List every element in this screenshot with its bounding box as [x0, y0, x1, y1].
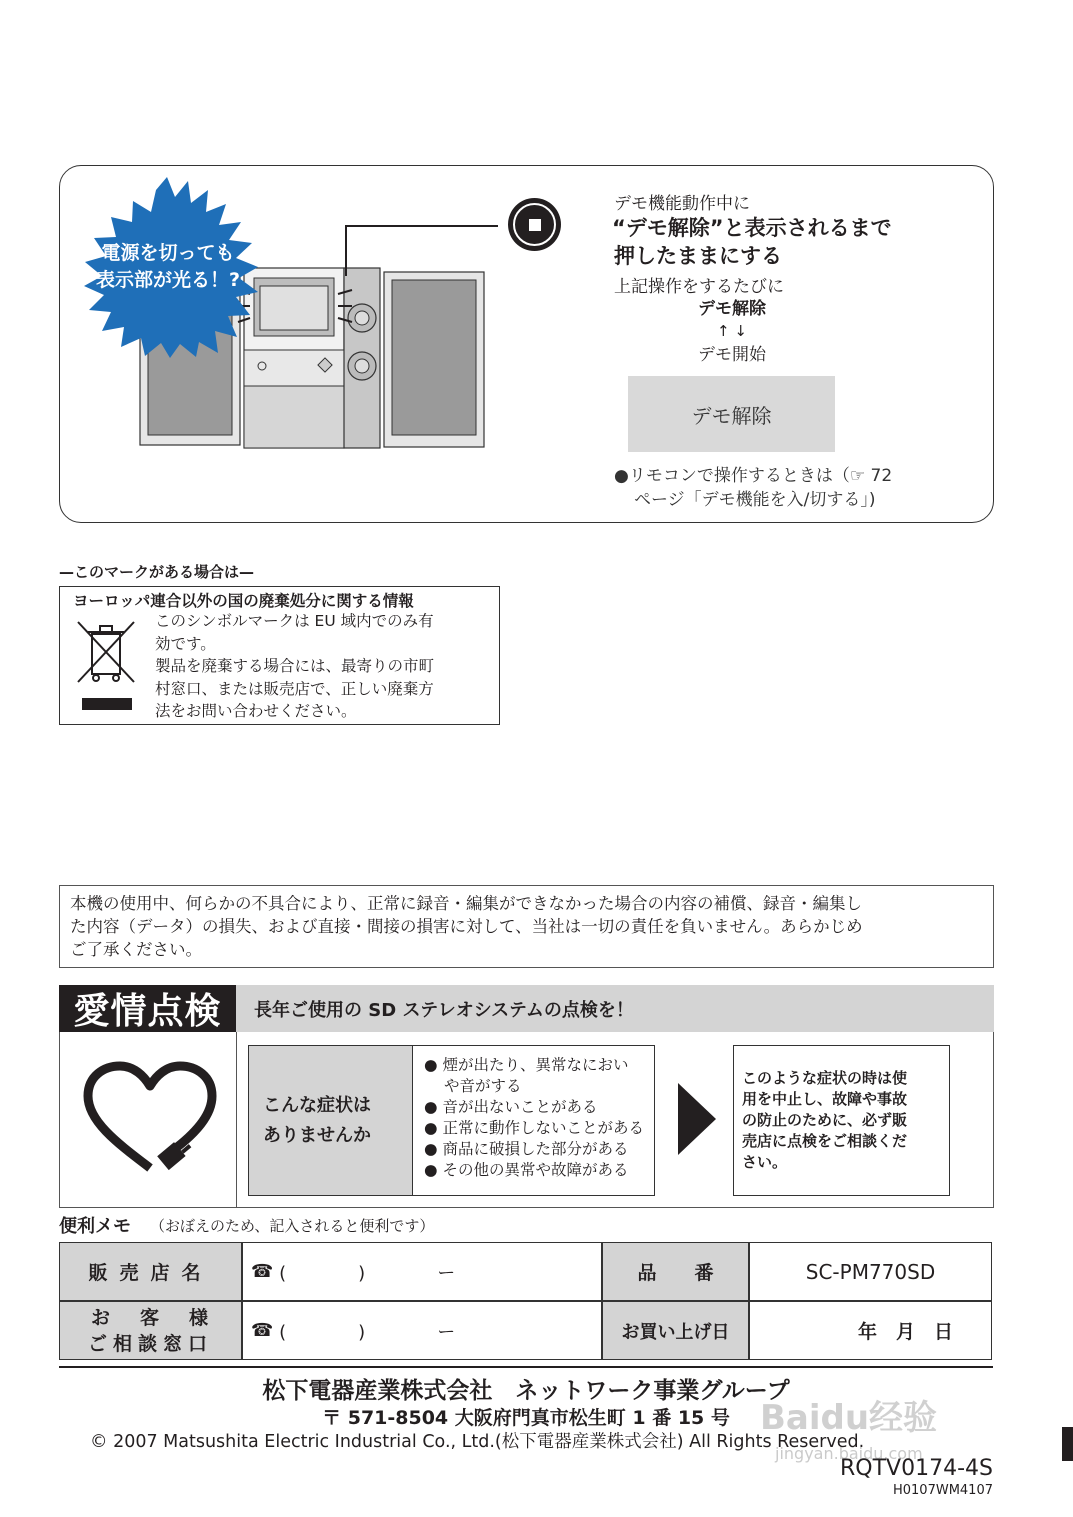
- heart-plug-icon: [80, 1060, 220, 1180]
- remote-note: [614, 464, 892, 488]
- advice-line: このような症状の時は使: [742, 1069, 908, 1087]
- contact-phone[interactable]: [242, 1301, 602, 1360]
- symptom-list: [424, 1055, 644, 1181]
- advice-line: 売店に点検をご相談くだ: [742, 1132, 908, 1150]
- disclaimer-line3: ご了承ください。: [70, 940, 202, 959]
- shop-phone[interactable]: [242, 1242, 602, 1301]
- weee-title: ヨーロッパ連合以外の国の廃棄処分に関する情報: [73, 592, 414, 610]
- instruction-big-1: “デモ解除”と表示されるまで: [612, 216, 892, 240]
- shop-phone-template: ( ) ー: [279, 1262, 456, 1284]
- company-address: 〒 571-8504 大阪府門真市松生町 1 番 15 号: [322, 1407, 730, 1429]
- contact-label-line1: お客様: [90, 1306, 238, 1329]
- symptom-question: [248, 1045, 413, 1196]
- weee-line3: 製品を廃棄する場合には、最寄りの市町: [155, 657, 435, 675]
- symptom-item: ● 正常に動作しないことがある: [424, 1119, 644, 1137]
- shop-label: 販売店名: [59, 1242, 242, 1301]
- symptom-text: 正常に動作しないことがある: [442, 1119, 644, 1137]
- symptom-text: や音がする: [444, 1077, 522, 1095]
- doc-code: RQTV0174-4S: [840, 1456, 993, 1481]
- company-name: 松下電器産業株式会社 ネットワーク事業グループ: [262, 1378, 790, 1404]
- demo-display: デモ解除: [628, 376, 835, 452]
- starburst-text: [88, 240, 248, 294]
- weee-line1: このシンボルマークは EU 域内でのみ有: [155, 612, 434, 630]
- symptom-item: ● 煙が出たり、異常なにおい: [424, 1056, 629, 1074]
- inspection-banner: 長年ご使用の SD ステレオシステムの点検を！: [236, 985, 994, 1032]
- instruction-big-2: 押したままにする: [614, 244, 782, 268]
- advice-line: の防止のために、必ず販: [742, 1111, 908, 1129]
- copyright: © 2007 Matsushita Electric Industrial Co., Ltd.(松下電器産業株式会社) All Rights Reserved.: [90, 1432, 865, 1452]
- state-off-label: デモ解除: [698, 299, 766, 319]
- disclaimer-box: [59, 885, 994, 968]
- memo-subtitle: （おぼえのため、記入されると便利です）: [150, 1217, 435, 1235]
- weee-line4: 村窓口、または販売店で、正しい廃棄方: [155, 679, 434, 698]
- symptom-text: 商品に破損した部分がある: [442, 1140, 629, 1158]
- purchase-date-label: お買い上げ日: [602, 1301, 749, 1360]
- state-on-label: デモ開始: [698, 345, 766, 365]
- arrow-right-icon: [678, 1083, 718, 1155]
- question-line1: こんな症状は: [263, 1094, 371, 1116]
- starburst-line1: 電源を切っても: [101, 242, 235, 264]
- remote-page: 72: [865, 466, 893, 486]
- edge-mark: [1062, 1427, 1073, 1461]
- footer-rule: [59, 1366, 993, 1368]
- model-label: 品 番: [602, 1242, 749, 1301]
- disclaimer-line2: た内容（データ）の損失、および直接・間接の損害に対して、当社は一切の責任を負いません。あらかじめ: [70, 917, 863, 936]
- stop-square-icon: [513, 203, 556, 246]
- instruction-small: デモ機能動作中に: [614, 194, 750, 214]
- print-code: H0107WM4107: [892, 1483, 993, 1498]
- model-value: SC-PM770SD: [749, 1242, 992, 1301]
- starburst-line2: 表示部が光る！?: [95, 269, 241, 291]
- weee-caption: —このマークがある場合は—: [59, 563, 255, 581]
- contact-label: [59, 1301, 242, 1360]
- toggle-intro: 上記操作をするたびに: [614, 277, 784, 297]
- inspection-heading: 愛情点検: [59, 985, 236, 1032]
- remote-note-line1: ●リモコンで操作するときは（: [614, 466, 850, 486]
- symptom-item: ● 商品に破損した部分がある: [424, 1140, 629, 1158]
- pointing-hand-icon: ☞: [849, 466, 866, 486]
- phone-icon: ☎: [251, 1320, 274, 1341]
- purchase-date-value[interactable]: 年 月 日: [749, 1301, 992, 1360]
- question-line2: ありませんか: [263, 1124, 371, 1146]
- crossed-bin-icon: [74, 616, 138, 716]
- symptom-text: 煙が出たり、異常なにおい: [442, 1056, 629, 1074]
- toggle-arrows: ↑ ↓: [717, 322, 747, 340]
- stop-button[interactable]: [508, 198, 561, 251]
- weee-line5: 法をお問い合わせください。: [155, 702, 357, 720]
- advice-box: [733, 1045, 950, 1196]
- weee-line2: 効です。: [155, 634, 216, 653]
- phone-icon: ☎: [251, 1261, 274, 1282]
- advice-line: さい。: [742, 1153, 788, 1171]
- memo-title: 便利メモ: [59, 1216, 131, 1237]
- symptom-text: 音が出ないことがある: [442, 1098, 598, 1116]
- remote-note-line2: ページ「デモ機能を入/切する」): [634, 490, 876, 510]
- symptom-item: ● 音が出ないことがある: [424, 1098, 598, 1116]
- advice-line: 用を中止し、故障や事故: [742, 1090, 908, 1108]
- disclaimer-line1: 本機の使用中、何らかの不具合により、正常に録音・編集ができなかった場合の内容の補償、録音・編集し: [70, 894, 862, 913]
- symptom-item: [424, 1076, 644, 1097]
- weee-body: [155, 610, 434, 723]
- watermark: Baidu经验: [760, 1398, 938, 1438]
- contact-phone-template: ( ) ー: [279, 1321, 456, 1343]
- inspection-divider: [236, 1032, 237, 1208]
- symptom-item: ● その他の異常や故障がある: [424, 1161, 629, 1179]
- watermark-url: jingyan.baidu.com: [775, 1444, 923, 1463]
- symptom-text: その他の異常や故障がある: [442, 1161, 629, 1179]
- contact-label-line2: ご相談窓口: [87, 1332, 213, 1355]
